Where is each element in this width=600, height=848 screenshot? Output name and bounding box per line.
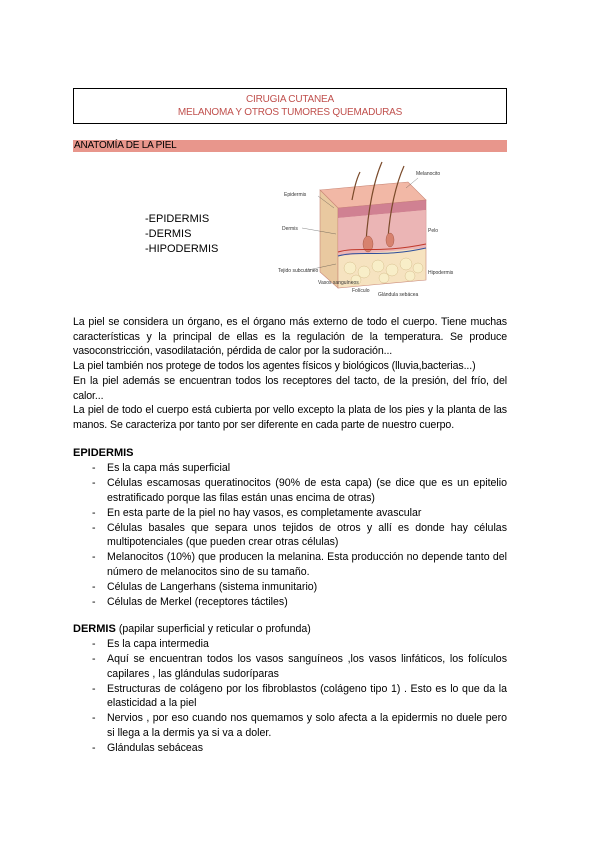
list-item: - Células de Langerhans (sistema inmunitario) bbox=[73, 580, 507, 595]
document-title-box bbox=[73, 88, 507, 124]
layer-epidermis: -EPIDERMIS bbox=[145, 213, 210, 225]
title-line-2: MELANOMA Y OTROS TUMORES QUEMADURAS bbox=[177, 107, 403, 118]
skin-layers-list bbox=[145, 212, 218, 257]
label-pelo: Pelo bbox=[428, 228, 439, 234]
label-melanocito: Melanocito bbox=[416, 171, 441, 177]
skin-anatomy-illustration bbox=[278, 160, 454, 300]
label-glandula: Glándula sebácea bbox=[378, 292, 419, 298]
list-item: - En esta parte de la piel no hay vasos, es completamente avascular bbox=[73, 506, 507, 521]
list-item: - Células escamosas queratinocitos (90% de esta capa) (se dice que es un epitelio estratificado porque las filas están unas encima de otras) bbox=[73, 476, 507, 505]
layer-dermis: -DERMIS bbox=[145, 228, 192, 240]
list-item: - Estructuras de colágeno por los fibroblastos (colágeno tipo 1) . Esto es lo que da la elasticidad a la piel bbox=[73, 682, 507, 711]
label-dermis: Dermis bbox=[282, 226, 298, 232]
epidermis-list bbox=[73, 461, 507, 610]
label-vasos: Vasos sanguíneos bbox=[318, 280, 359, 286]
label-epidermis: Epidermis bbox=[284, 192, 307, 198]
epidermis-heading: EPIDERMIS bbox=[73, 447, 134, 459]
list-item: - Es la capa intermedia bbox=[73, 637, 507, 652]
dermis-heading-subtitle: (papilar superficial y reticular o profunda) bbox=[118, 623, 311, 635]
list-item: - Es la capa más superficial bbox=[73, 461, 507, 476]
list-item: - Células basales que separa unos tejidos de otros y allí es donde hay células multipotenciales (que pueden crear otras células) bbox=[73, 521, 507, 550]
label-hipodermis: Hipodermis bbox=[428, 270, 454, 276]
list-item: - Melanocitos (10%) que producen la melanina. Esta producción no depende tanto del número de melanocitos sino de su tamaño. bbox=[73, 550, 507, 579]
dermis-heading bbox=[73, 622, 311, 636]
list-item: - Aquí se encuentran todos los vasos sanguíneos ,los vasos linfáticos, los folículos capilares , las glándulas sudoríparas bbox=[73, 652, 507, 681]
list-item: - Glándulas sebáceas bbox=[73, 741, 507, 756]
label-foliculo: Folículo bbox=[352, 288, 370, 294]
section-heading-anatomia: ANATOMÍA DE LA PIEL bbox=[73, 140, 507, 152]
dermis-heading-title: DERMIS bbox=[73, 623, 116, 635]
label-tejido: Tejido subcutáneo bbox=[278, 268, 319, 274]
dermis-list bbox=[73, 637, 507, 756]
list-item: - Nervios , por eso cuando nos quemamos y solo afecta a la epidermis no duele pero si llega a la dermis ya si va a doler. bbox=[73, 711, 507, 740]
layer-hipodermis: -HIPODERMIS bbox=[145, 243, 219, 255]
title-line-1: CIRUGIA CUTANEA bbox=[246, 94, 334, 105]
intro-paragraph-2: La piel también nos protege de todos los agentes físicos y biológicos (lluvia,bacterias...) bbox=[73, 360, 476, 372]
intro-paragraph-1: La piel se considera un órgano, es el órgano más externo de todo el cuerpo. Tiene muchas características y la principal de ellas es la regulación de la temperatura. Se produce vasoconstricción, vasodilatación, pérdida de calor por la sudoración... bbox=[73, 316, 507, 357]
intro-paragraph-3: En la piel además se encuentran todos los receptores del tacto, de la presión, del frío, del calor... bbox=[73, 375, 507, 402]
list-item: - Células de Merkel (receptores táctiles) bbox=[73, 595, 507, 610]
intro-paragraph-4: La piel de todo el cuerpo está cubierta por vello excepto la plata de los pies y la planta de las manos. Se caracteriza por tanto por ser diferente en cada parte de nuestro cuerpo. bbox=[73, 404, 507, 431]
